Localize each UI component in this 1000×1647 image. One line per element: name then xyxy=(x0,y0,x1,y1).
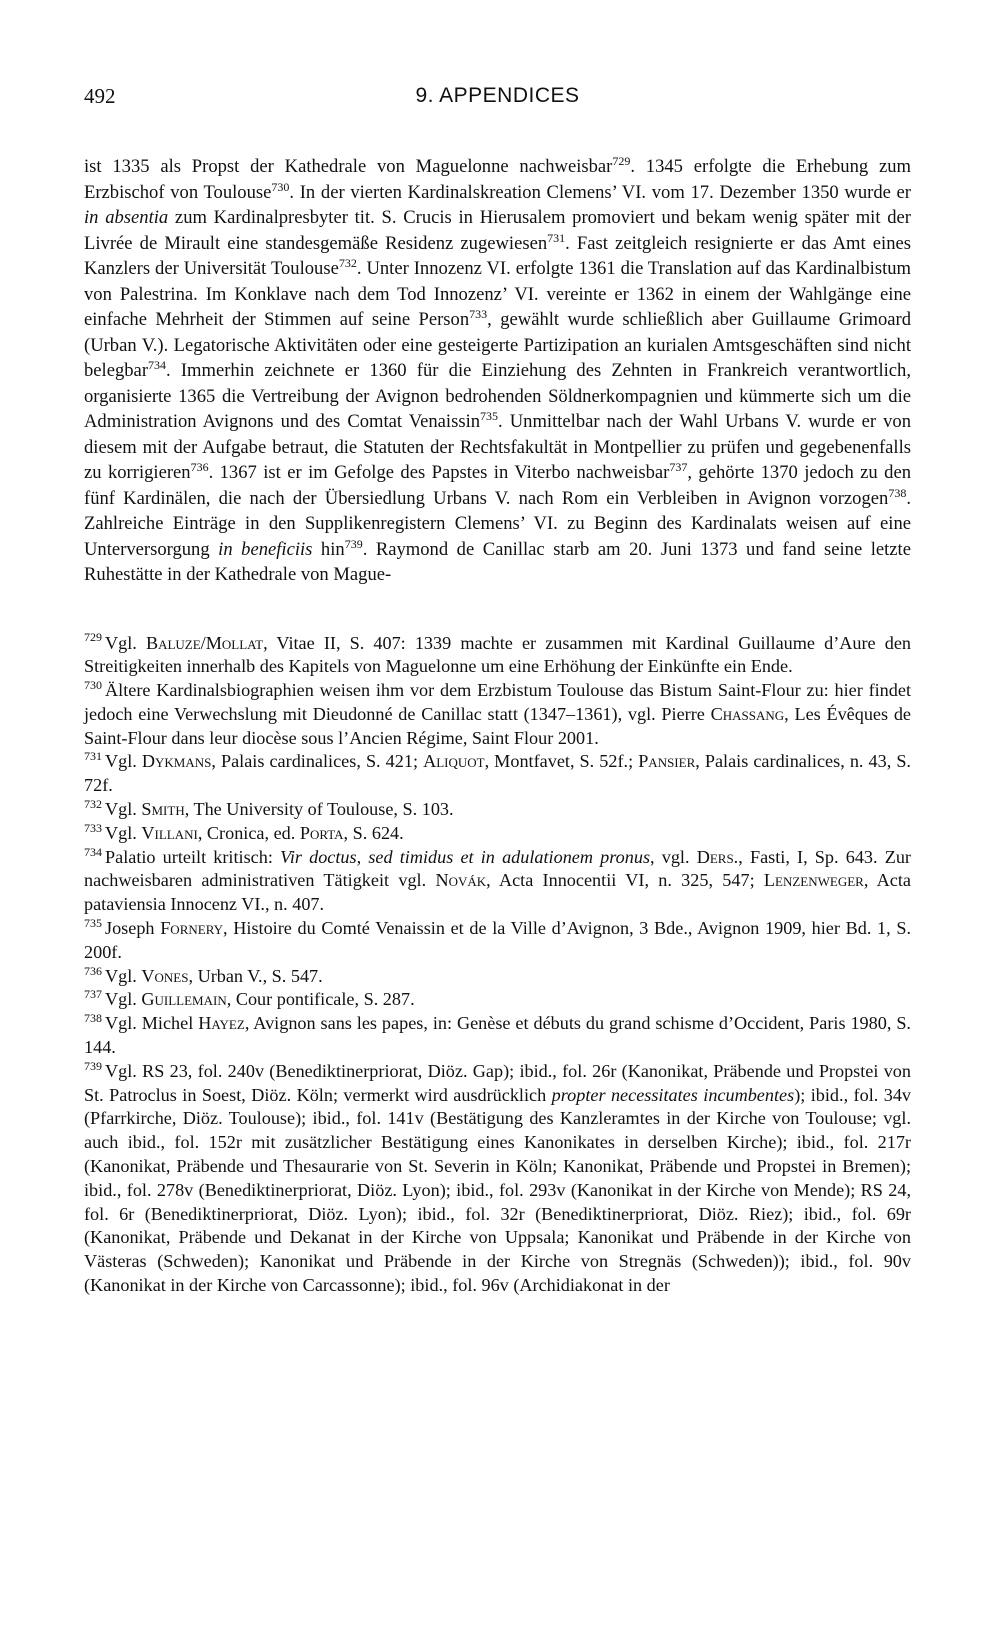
footnote-number: 732 xyxy=(84,797,102,812)
footnote-ref[interactable]: 737 xyxy=(669,459,688,474)
text-run: . 1367 ist er im Gefolge des Papstes in Viterbo nachweisbar xyxy=(208,462,670,483)
text-run: ist 1335 als Propst der Kathedrale von Maguelonne nachweisbar xyxy=(84,156,613,177)
text-run: hin xyxy=(312,538,345,560)
footnote-736 xyxy=(84,965,911,989)
footnote-ref[interactable]: 739 xyxy=(344,536,363,551)
text-run: , Cronica, ed. xyxy=(197,822,300,843)
footnote-ref[interactable]: 733 xyxy=(469,306,488,321)
footnote-ref[interactable]: 734 xyxy=(148,357,167,372)
footnote-number: 729 xyxy=(84,630,102,645)
main-text xyxy=(84,154,911,588)
text-run: zum Kardinalpresbyter tit. S. Crucis in Hierusalem promoviert und bekam wenig später mit der Livrée de Mirault eine standesgemäße Residenz zugewiesen xyxy=(84,207,911,254)
text-run: Vgl. xyxy=(105,965,142,986)
footnote-ref[interactable]: 735 xyxy=(480,408,499,423)
text-run: . Immerhin zeichnete er 1360 für die Einziehung des Zehnten in Frankreich verantwortlich, organisierte 1365 die Vertreibung der Avignon bedrohenden Söldnerkompagnien und kümmerte sich um die Administration Avignons und des Comtat Venaissin xyxy=(84,360,911,432)
text-run: . Zahlreiche Einträge in den Supplikenregistern Clemens’ VI. zu Beginn des Kardinalats weisen auf eine Unterversorgung xyxy=(84,487,911,560)
author-name: Chassang xyxy=(710,703,785,724)
text-run: Ältere Kardinalsbiographien weisen ihm vor dem Erzbistum Toulouse das Bistum Saint-Flour zu: hier findet jedoch eine Verwechslung mit Dieudonné de Canillac statt (1347–1361), vgl. Pierre xyxy=(84,680,911,724)
text-run: , Acta Innocentii VI, n. 325, 547; xyxy=(486,870,764,891)
author-name: Dykmans xyxy=(141,751,212,772)
author-name: Villani xyxy=(141,822,198,843)
footnote-733 xyxy=(84,822,911,846)
text-run: , vgl. xyxy=(650,846,697,867)
text-run: , Urban V., S. 547. xyxy=(188,965,323,986)
footnote-729 xyxy=(84,632,911,680)
footnote-number: 735 xyxy=(84,916,102,930)
author-name: Pansier xyxy=(638,751,696,772)
footnote-number: 733 xyxy=(84,820,102,835)
footnote-732 xyxy=(84,798,911,822)
italic-term: in beneficiis xyxy=(218,538,313,560)
footnote-ref[interactable]: 730 xyxy=(271,179,290,194)
author-name: Aliquot xyxy=(423,751,485,772)
footnote-731 xyxy=(84,750,911,798)
text-run: , Fasti, I, Sp. 643. Zur nachweisbaren administrativen Tätigkeit vgl. xyxy=(84,846,911,891)
text-run: Vgl. RS 23, fol. 240v (Benediktinerpriorat, Diöz. Gap); ibid., fol. 26r (Kanonikat, Präbende und Propstei von St. Patroclus in Soest, Diöz. Köln; vermerkt wird ausdrücklich xyxy=(84,1060,911,1105)
text-run: Palatio urteilt kritisch: xyxy=(105,846,281,867)
footnote-number: 731 xyxy=(84,749,102,764)
text-run: Vgl. xyxy=(105,822,142,843)
footnote-number: 738 xyxy=(84,1011,102,1026)
text-run: , The University of Toulouse, S. 103. xyxy=(184,799,454,820)
footnotes xyxy=(84,632,911,1298)
footnote-ref[interactable]: 729 xyxy=(612,153,631,168)
footnote-730 xyxy=(84,679,911,750)
author-name: Smith xyxy=(141,799,185,820)
footnote-ref[interactable]: 736 xyxy=(190,459,209,474)
text-run: , Cour pontificale, S. 287. xyxy=(226,989,415,1010)
italic-term: in absentia xyxy=(84,207,169,228)
text-run: , Vitae II, S. 407: 1339 machte er zusammen mit Kardinal Guillaume d’Aure den Streitigkeiten innerhalb des Kapitels von Maguelonne um eine Erhöhung der Einkünfte ein Ende. xyxy=(84,632,911,677)
text-run: , Les Évêques de Saint-Flour dans leur diocèse sous l’Ancien Régime, Saint Flour 2001. xyxy=(84,703,911,748)
footnote-number: 730 xyxy=(84,678,102,693)
text-run: Vgl. xyxy=(105,751,142,772)
page-number: 492 xyxy=(84,84,116,108)
text-run: , Acta pataviensia Innocenz VI., n. 407. xyxy=(84,870,911,915)
running-head: 9. APPENDICES xyxy=(415,84,580,107)
text-run: . In der vierten Kardinalskreation Clemens’ VI. vom 17. Dezember 1350 wurde er xyxy=(289,181,912,203)
text-run: Joseph xyxy=(105,918,161,939)
text-run: . 1345 erfolgte die Erhebung zum Erzbischof von Toulouse xyxy=(84,156,911,203)
text-run: , Montfavet, S. 52f.; xyxy=(484,751,639,772)
text-run: , S. 624. xyxy=(343,822,404,843)
text-run: . Raymond de Canillac starb am 20. Juni 1373 und fand seine letzte Ruhestätte in der Kathedrale von Mague- xyxy=(84,538,911,585)
text-run: , Palais cardinalices, n. 43, S. 72f. xyxy=(84,751,911,796)
footnote-number: 736 xyxy=(84,963,102,978)
text-run: , Palais cardinalices, S. 421; xyxy=(211,751,424,772)
footnote-734 xyxy=(84,846,911,917)
footnote-739 xyxy=(84,1060,911,1298)
author-name: Fornery xyxy=(160,918,224,939)
footnote-ref[interactable]: 732 xyxy=(338,255,357,270)
body-paragraph xyxy=(84,154,911,588)
text-run: ); ibid., fol. 34v (Pfarrkirche, Diöz. Toulouse); ibid., fol. 141v (Bestätigung des Kanzleramtes in der Kirche von Toulouse; vgl. auch ibid., fol. 152r mit zusätzlicher Bestätigung eines Kanonikates in derselben Kirche); ibid., fol. 217r (Kanonikat, Präbende und Thesaurarie von St. Severin in Köln; Kanonikat, Präbende und Propstei in Bremen); ibid., fol. 278v (Benediktinerpriorat, Diöz. Lyon); ibid., fol. 293v (Kanonikat in der Kirche von Mende); RS 24, fol. 6r (Benediktinerpriorat, Diöz. Lyon); ibid., fol. 32r (Benediktinerpriorat, Diöz. Riez); ibid., fol. 69r (Kanonikat, Präbende und Dekanat in der Kirche von Uppsala; Kanonikat und Präbende in der Kirche von Västeras (Schweden); Kanonikat und Präbende in der Kirche von Stregnäs (Schweden)); ibid., fol. 90v (Kanonikat in der Kirche von Carcassonne); ibid., fol. 96v (Archidiakonat in der xyxy=(84,1084,912,1296)
text-run: . Fast zeitgleich resignierte er das Amt eines Kanzlers der Universität Toulouse xyxy=(84,232,911,279)
footnote-number: 734 xyxy=(84,844,102,859)
latin-quote: Vir doctus, sed timidus et in adulationem pronus xyxy=(280,846,651,867)
footnote-738 xyxy=(84,1012,911,1060)
text-run: , Histoire du Comté Venaissin et de la Ville d’Avignon, 3 Bde., Avignon 1909, hier Bd. 1, S. 200f. xyxy=(84,918,911,962)
page-header xyxy=(84,84,911,124)
latin-quote: propter necessitates incumbentes xyxy=(551,1084,795,1105)
author-name: Hayez xyxy=(198,1013,245,1034)
footnote-number: 739 xyxy=(84,1058,102,1073)
footnote-number: 737 xyxy=(84,987,102,1002)
author-name: Baluze/Mollat xyxy=(145,632,264,653)
text-run: Vgl. xyxy=(105,632,146,653)
text-run: Vgl. xyxy=(105,799,142,820)
text-run: , Avignon sans les papes, in: Genèse et débuts du grand schisme d’Occident, Paris 1980, S. 144. xyxy=(84,1013,911,1058)
text-run: . Unter Innozenz VI. erfolgte 1361 die Translation auf das Kardinalbistum von Palestrina. Im Konklave nach dem Tod Innozenz’ VI. vereinte er 1362 in einem der Wahlgänge eine einfache Mehrheit der Stimmen auf seine Person xyxy=(84,258,912,330)
text-run: Vgl. Michel xyxy=(105,1013,199,1034)
text-run: , gehörte 1370 jedoch zu den fünf Kardinälen, die nach der Übersiedlung Urbans V. nach Rom ein Verbleiben in Avignon vorzogen xyxy=(84,462,911,509)
author-name: Novák xyxy=(435,870,487,891)
text-run: . Unmittelbar nach der Wahl Urbans V. wurde er von diesem mit der Aufgabe betraut, die Statuten der Rechtsfakultät in Montpellier zu prüfen und gegebenenfalls zu korrigieren xyxy=(84,411,911,483)
footnote-ref[interactable]: 731 xyxy=(547,230,566,245)
footnote-ref[interactable]: 738 xyxy=(888,485,907,500)
author-name: Lenzenweger xyxy=(763,870,864,891)
text-run: , gewählt wurde schließlich aber Guillaume Grimoard (Urban V.). Legatorische Aktivitäten oder eine gesteigerte Partizipation an kurialen Amtsgeschäften sind nicht belegbar xyxy=(84,309,911,381)
author-name: Porta xyxy=(299,822,344,843)
text-run: Vgl. xyxy=(105,989,142,1010)
book-page xyxy=(84,84,911,1298)
footnote-735 xyxy=(84,917,911,965)
author-name: Ders. xyxy=(696,846,739,867)
author-name: Vones xyxy=(141,965,189,986)
footnote-737 xyxy=(84,988,911,1012)
author-name: Guillemain xyxy=(141,989,227,1010)
